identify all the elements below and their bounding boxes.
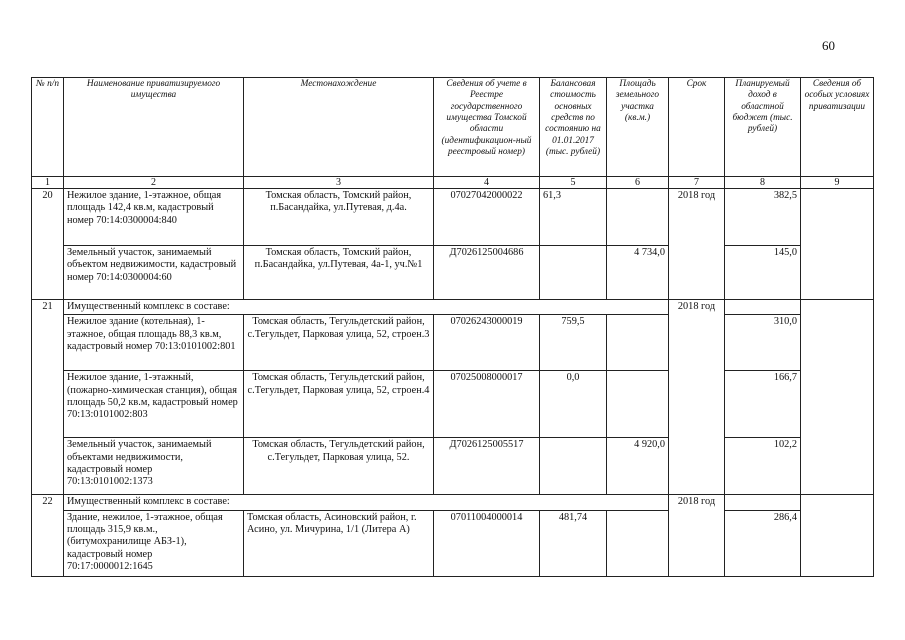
item-registry: Д7026125004686 <box>434 246 540 300</box>
col-number: 6 <box>607 177 669 189</box>
item-balance: 481,74 <box>540 510 607 576</box>
item-name: Земельный участок, занимаемый объектами недвижимости, кадастровый номер 70:13:0101002:1373 <box>64 438 244 495</box>
privatization-table <box>31 77 874 577</box>
table-row <box>32 438 874 495</box>
item-name: Здание, нежилое, 1-этажное, общая площадь 315,9 кв.м.,(битумохранилище АБЗ-1), кадастровый номер 70:17:0000012:1645 <box>64 510 244 576</box>
item-balance: 0,0 <box>540 371 607 438</box>
item-registry: 07011004000014 <box>434 510 540 576</box>
item-term: 2018 год <box>669 189 725 300</box>
item-registry: 07026243000019 <box>434 315 540 371</box>
header-term: Срок <box>669 78 725 177</box>
table-row <box>32 246 874 300</box>
item-income: 102,2 <box>725 438 801 495</box>
item-name: Земельный участок, занимаемый объектом недвижимости, кадастровый номер 70:14:0300004:60 <box>64 246 244 300</box>
item-area <box>607 189 669 246</box>
header-num: № п/п <box>32 78 64 177</box>
item-registry: 07027042000022 <box>434 189 540 246</box>
item-registry: 07025008000017 <box>434 371 540 438</box>
table-row <box>32 510 874 576</box>
header-area: Площадь земельного участка (кв.м.) <box>607 78 669 177</box>
table-row <box>32 189 874 246</box>
item-conditions <box>801 495 874 576</box>
item-area <box>607 315 669 371</box>
item-term: 2018 год <box>669 495 725 576</box>
item-area <box>607 371 669 438</box>
header-row <box>32 78 874 177</box>
item-conditions <box>801 189 874 300</box>
item-name: Нежилое здание, 1-этажный, (пожарно-химическая станция), общая площадь 50,2 кв.м, кадастровый номер 70:13:0101002:803 <box>64 371 244 438</box>
item-area <box>607 510 669 576</box>
item-income: 166,7 <box>725 371 801 438</box>
item-balance: 61,3 <box>540 189 607 246</box>
row-number: 21 <box>32 300 64 495</box>
row-number: 22 <box>32 495 64 576</box>
item-location: Томская область, Тегульдетский район, с.Тегульдет, Парковая улица, 52. <box>244 438 434 495</box>
col-number: 8 <box>725 177 801 189</box>
item-income: 310,0 <box>725 315 801 371</box>
item-name: Нежилое здание, 1-этажное, общая площадь 142,4 кв.м, кадастровый номер 70:14:0300004:840 <box>64 189 244 246</box>
group-title: Имущественный комплекс в составе: <box>64 495 669 510</box>
table-row <box>32 315 874 371</box>
item-location: Томская область, Асиновский район, г. Асино, ул. Мичурина, 1/1 (Литера А) <box>244 510 434 576</box>
item-balance: 759,5 <box>540 315 607 371</box>
col-number: 2 <box>64 177 244 189</box>
item-location: Томская область, Тегульдетский район, с.Тегульдет, Парковая улица, 52, строен.4 <box>244 371 434 438</box>
group-title-row <box>32 495 874 510</box>
item-area: 4 920,0 <box>607 438 669 495</box>
page-number: 60 <box>822 38 835 53</box>
header-balance: Балансовая стоимость основных средств по состоянию на 01.01.2017 (тыс. рублей) <box>540 78 607 177</box>
item-balance <box>540 438 607 495</box>
item-income: 382,5 <box>725 189 801 246</box>
header-conditions: Сведения об особых условиях приватизации <box>801 78 874 177</box>
row-number: 20 <box>32 189 64 300</box>
col-number: 9 <box>801 177 874 189</box>
item-income: 286,4 <box>725 510 801 576</box>
header-registry: Сведения об учете в Реестре государственного имущества Томской области (идентификацион-ный реестровый номер) <box>434 78 540 177</box>
header-name: Наименование приватизируемого имущества <box>64 78 244 177</box>
item-income: 145,0 <box>725 246 801 300</box>
table-row <box>32 371 874 438</box>
item-location: Томская область, Тегульдетский район, с.Тегульдет, Парковая улица, 52, строен.3 <box>244 315 434 371</box>
item-conditions <box>801 300 874 495</box>
item-location: Томская область, Томский район, п.Басандайка, ул.Путевая, д.4а. <box>244 189 434 246</box>
group-title-row <box>32 300 874 315</box>
header-location: Местонахождение <box>244 78 434 177</box>
column-number-row <box>32 177 874 189</box>
col-number: 7 <box>669 177 725 189</box>
item-name: Нежилое здание (котельная), 1-этажное, общая площадь 88,3 кв.м, кадастровый номер 70:13:0101002:801 <box>64 315 244 371</box>
col-number: 5 <box>540 177 607 189</box>
item-term: 2018 год <box>669 300 725 495</box>
col-number: 3 <box>244 177 434 189</box>
item-area: 4 734,0 <box>607 246 669 300</box>
item-registry: Д7026125005517 <box>434 438 540 495</box>
item-income <box>725 495 801 510</box>
col-number: 1 <box>32 177 64 189</box>
group-title: Имущественный комплекс в составе: <box>64 300 669 315</box>
col-number: 4 <box>434 177 540 189</box>
item-location: Томская область, Томский район, п.Басандайка, ул.Путевая, 4а-1, уч.№1 <box>244 246 434 300</box>
item-income <box>725 300 801 315</box>
item-balance <box>540 246 607 300</box>
header-income: Планируемый доход в областной бюджет (тыс. рублей) <box>725 78 801 177</box>
